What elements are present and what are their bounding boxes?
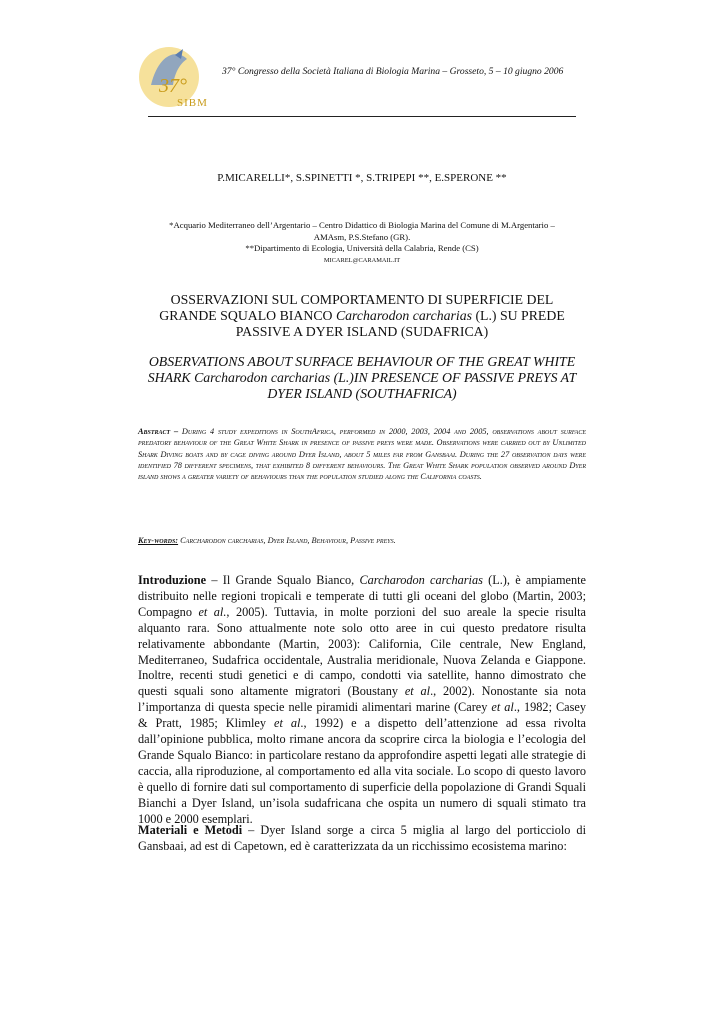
citation-etal: et al (274, 716, 301, 731)
species-name: Carcharodon carcharias (359, 573, 483, 587)
congress-logo (137, 45, 215, 113)
citation-etal: et al (404, 684, 431, 699)
section-methods (138, 823, 586, 855)
text: ., 2002). Nonostante sia nota l’importanza di questa specie nelle piramidi alimentari marine (Carey (138, 684, 586, 715)
text: ., 1982; Casey & Pratt, 1985; Klimley (138, 700, 587, 731)
text: (L.), è ampiamente distribuito nelle regioni tropicali e temperate di tutti gli oceani del globo (Martin, 2003; Compagno (138, 573, 586, 619)
abstract-label: Abstract – (138, 427, 179, 436)
affiliation-line: *Acquario Mediterraneo dell’Argentario – Centro Didattico di Biologia Marina del Comune di M.Argentario – (169, 220, 555, 230)
title-italian (140, 292, 584, 340)
section-introduction (138, 573, 586, 828)
title-english (140, 354, 584, 402)
text: – Dyer Island sorge a circa 5 miglia al largo del porticciolo di Gansbaai, ad est di Capetown, ed è caratterizzata da un ricchissimo ecosistema marino: (138, 823, 586, 853)
keywords (138, 536, 586, 545)
title-line: OSSERVAZIONI SUL COMPORTAMENTO DI SUPERFICIE DEL (170, 292, 554, 307)
citation-etal: et al (491, 700, 514, 715)
contact-email: MICAREL@CARAMAIL.IT (323, 256, 401, 264)
title-line: PASSIVE A DYER ISLAND (SUDAFRICA) (235, 324, 489, 339)
affiliation-line: **Dipartimento di Ecologia, Università della Calabria, Rende (CS) (245, 243, 479, 254)
title-line (140, 308, 584, 324)
species-name: Carcharodon carcharias (335, 308, 472, 323)
citation-etal: et al. (198, 604, 227, 619)
section-heading: Materiali e Metodi (138, 823, 243, 837)
authors: P.MICARELLI*, S.SPINETTI *, S.TRIPEPI **, E.SPERONE ** (217, 172, 507, 184)
title-line: SHARK Carcharodon carcharias (L.)IN PRESENCE OF PASSIVE PREYS AT (147, 370, 577, 385)
abstract (138, 426, 586, 482)
section-heading: Introduzione (138, 573, 207, 587)
logo-number: 37° (159, 75, 187, 97)
keywords-label: Key-words: (138, 536, 179, 545)
congress-header: 37° Congresso della Società Italiana di Biologia Marina – Grosseto, 5 – 10 giugno 2006 (222, 66, 564, 77)
abstract-text: During 4 study expeditions in SouthAfrica, performed in 2000, 2003, 2004 and 2005, observations about surface predatory behaviour of the Great White Shark in presence of passive preys were made. Observations were carried out by Unlimited Shark Diving boats and by cage diving around Dyer Island, about 5 miles far from Gansbaai. During the 27 observation days were identified 78 different specimens, that exhibited 8 different behaviours. The Great White Shark population observed around Dyer island shows a greater variety of behaviours than the population studied along the California coasts. (138, 427, 587, 482)
affiliations (140, 220, 584, 266)
logo-acronym: SIBM (177, 97, 208, 109)
header-divider (148, 116, 576, 117)
keywords-text: Carcharodon carcharias, Dyer Island, Behaviour, Passive preys. (178, 536, 396, 545)
title-text: (L.) SU PREDE (472, 308, 565, 323)
text: ., 1992) e a dispetto dell’attenzione ad essa rivolta dall’opinione pubblica, molto rimane ancora da scoprire circa la biologia e l’ecologia del Grande Squalo Bianco: in particolare restano da approfondire aspetti legati alle strategie di caccia, alla riproduzione, al comportamento ed alla vita sociale. Lo scopo di questo lavoro è quello di fornire dati sul comportamento di superficie della popolazione di Grandi Squali Bianchi a Dyer Island, un’isola sudafricana che ospita un numero di squali stimato tra 1000 e 2000 esemplari. (138, 716, 586, 826)
title-line: DYER ISLAND (SOUTHAFRICA) (267, 386, 457, 401)
title-line: OBSERVATIONS ABOUT SURFACE BEHAVIOUR OF THE GREAT WHITE (148, 354, 576, 369)
text: , 2005). Tuttavia, in molte porzioni del suo areale la specie risulta alquanto rara. Sono attualmente note solo otto aree in cui questo predatore risulta relativamente abbondante (Martin, 2003): California, Cile centrale, New England, Mediterraneo, Sudafrica occidentale, Australia meridionale, Nuova Zelanda e Giappone. Inoltre, recenti studi genetici e di campo, condotti via satellite, hanno dimostrato che questi squali sono altamente migratori (Boustany (138, 604, 587, 699)
affiliation-line: AMAsm, P.S.Stefano (GR). (313, 231, 411, 242)
text: – Il Grande Squalo Bianco, (206, 573, 360, 587)
title-text: GRANDE SQUALO BIANCO (159, 308, 336, 323)
intro-paragraph (138, 573, 586, 828)
methods-paragraph (138, 823, 586, 855)
